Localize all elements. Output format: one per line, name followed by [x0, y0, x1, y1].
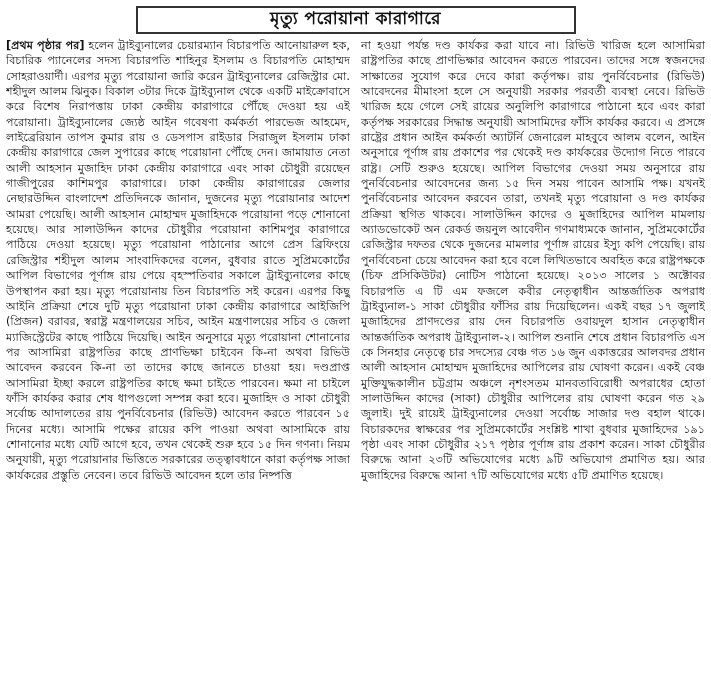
headline: মৃত্যু পরোয়ানা কারাগারে — [270, 9, 441, 29]
right-column-body: না হওয়া পর্যন্ত দণ্ড কার্যকর করা যাবে না। রিভিউ খারিজ হলে আসামিরা রাষ্ট্রপতির কাছে প্রাণভিক্ষার আবেদন করতে পারবেন। তাদের সঙ্গে স্বজনদের সাক্ষাতের সুযোগ করে দেবে কারা কর্তৃপক্ষ। রায় পুনর্বিবেচনার (রিভিউ) আবেদনের মীমাংসা হলে সে অনুযায়ী সরকার পরবর্তী ব্যবস্থা নেবে। রিভিউ খারিজ হয়ে গেলে সেই রায়ের অনুলিপি কারাগারে পাঠানো হবে এবং কারা কর্তৃপক্ষ সরকারের সিদ্ধান্ত অনুযায়ী আসামিদের ফাঁসি কার্যকর করবে। এ প্রসঙ্গে রাষ্ট্রের প্রধান আইন কর্মকর্তা অ্যাটর্নি জেনারেল মাহবুবে আলম বলেন, আইন অনুসারে পূর্ণাঙ্গ রায় প্রকাশের পর থেকেই দণ্ড কার্যকরের উদ্যোগ নিতে পারবে রাষ্ট্র। সেটি শুরুও হয়েছে। আপিল বিভাগের দেওয়া সময় অনুসারে রায় পুনর্বিবেচনার আবেদনের জন্য ১৫ দিন সময় পাবেন আসামি পক্ষ। যখনই পুনর্বিবেচনার আবেদন করবেন তারা, তখনই মৃত্যু পরোয়ানা ও দণ্ড কার্যকর প্রক্রিয়া স্থগিত থাকবে। সালাউদ্দিন কাদের ও মুজাহিদের আপিল মামলায় অ্যাডভোকেট অন রেকর্ড জয়নুল আবেদীন গণমাধ্যমকে জানান, সুপ্রিমকোর্টের রেজিস্ট্রার দফতর থেকে দুজনের মামলার পূর্ণাঙ্গ রায়ের ইস্যু কপি পেয়েছি। রায় পুনর্বিবেচনা চেয়ে আবেদন করা হবে বলে লিখিতভাবে অবহিত করে রাষ্ট্রপক্ষকে (চিফ প্রসিকিউটর) নোটিস পাঠানো হয়েছে। ২০১৩ সালের ১ অক্টোবর বিচারপতি এ টি এম ফজলে কবীর নেতৃত্বাধীন আন্তর্জাতিক অপরাধ ট্রাইব্যুনাল-১ সাকা চৌধুরীর ফাঁসির রায় দিয়েছিলেন। একই বছর ১৭ জুলাই মুজাহিদের প্রাণদণ্ডের রায় দেন বিচারপতি ওবায়দুল হাসান নেতৃত্বাধীন আন্তর্জাতিক অপরাধ ট্রাইব্যুনাল-২। আপিল শুনানি শেষে প্রধান বিচারপতি এস কে সিনহার নেতৃত্বে চার সদস্যের বেঞ্চ গত ১৬ জুন একাত্তরের আলবদর প্রধান আলী আহসান মোহাম্মদ মুজাহিদের আপিলের রায় ঘোষণা করেন। একই বেঞ্চ মুক্তিযুদ্ধকালীন চট্টগ্রাম অঞ্চলে নৃশংসতম মানবতাবিরোধী অপরাধের হোতা সালাউদ্দিন কাদের (সাকা) চৌধুরীর আপিলের রায় ঘোষণা করেন গত ২৯ জুলাই। দুই রায়েই ট্রাইব্যুনালের দেওয়া সর্বোচ্চ সাজার দণ্ড বহাল থাকে। বিচারকদের স্বাক্ষরের পর সুপ্রিমকোর্টের সংশ্লিষ্ট শাখা বুধবার মুজাহিদের ১৯১ পৃষ্ঠা এবং সাকা চৌধুরীর ২১৭ পৃষ্ঠার পূর্ণাঙ্গ রায় প্রকাশ করেন। সাকা চৌধুরীর বিরুদ্ধে আনা ২৩টি অভিযোগের মধ্যে ৯টি অভিযোগ প্রমাণিত হয়। আর মুজাহিদের বিরুদ্ধে আনা ৭টি অভিযোগের মধ্যে ৫টি প্রমাণিত হয়েছে। — [361, 39, 705, 482]
continuation-marker: [প্রথম পৃষ্ঠার পর] — [6, 39, 85, 52]
headline-box — [136, 6, 576, 34]
article-columns — [6, 38, 705, 678]
left-column-text — [6, 38, 350, 483]
left-column — [6, 38, 352, 678]
right-column — [359, 38, 705, 678]
left-column-body: হলেন ট্রাইব্যুনালের চেয়ারম্যান বিচারপতি আনোয়ারুল হক, বিচারিক প্যানেলের সদস্য বিচারপতি শাহিনুর ইসলাম ও বিচারপতি মোহাম্মদ সোহরাওয়ার্দী। এরপর মৃত্যু পরোয়ানা জারি করেন ট্রাইব্যুনালের রেজিস্ট্রার মো. শহীদুল আলম ঝিনুক। বিকাল ৩টার দিকে ট্রাইব্যুনাল থেকে একটি মাইক্রোবাসে করে বিশেষ নিরাপত্তায় ঢাকা কেন্দ্রীয় কারাগারে পৌঁছে দেওয়া হয় এই পরোয়ানা। ট্রাইব্যুনালের জ্যেষ্ঠ আইন গবেষণা কর্মকর্তা পারভেজ আহমেদ, লাইব্রেরিয়ান তাপস কুমার রায় ও ডেসপাস রাইডার সিরাজুল ইসলাম ঢাকা কেন্দ্রীয় কারাগারে জেল সুপারের কাছে পরোয়ানা পৌঁছে দেন। জামায়াত নেতা আলী আহসান মুজাহিদ ঢাকা কেন্দ্রীয় কারাগারে এবং সাকা চৌধুরী রয়েছেন গাজীপুরের কাশিমপুর কারাগারে। ঢাকা কেন্দ্রীয় কারাগারের জেলার নেছারউদ্দিন বাংলাদেশ প্রতিদিনকে জানান, দুজনের মৃত্যু পরোয়ানার আদেশ আমরা পেয়েছি। আলী আহসান মোহাম্মদ মুজাহিদকে পরোয়ানা পড়ে শোনানো হয়েছে। আর সালাউদ্দিন কাদের চৌধুরীর পরোয়ানা কাশিমপুর কারাগারে পাঠিয়ে দেওয়া হয়েছে। মৃত্যু পরোয়ানা পাঠানোর আগে প্রেস ব্রিফিংয়ে রেজিস্ট্রার শহীদুল আলম সাংবাদিকদের বলেন, বুধবার রাতে সুপ্রিমকোর্টের আপিল বিভাগের পূর্ণাঙ্গ রায় পেয়ে বৃহস্পতিবার সকালে ট্রাইব্যুনালের কাছে উপস্থাপন করা হয়। মৃত্যু পরোয়ানায় তিন বিচারপতি সই করেন। এরপর কিছু আইনি প্রক্রিয়া শেষে দুটি মৃত্যু পরোয়ানা ঢাকা কেন্দ্রীয় কারাগারে আইজিপি (প্রিজন) বরাবর, স্বরাষ্ট্র মন্ত্রণালয়ের সচিব, আইন মন্ত্রণালয়ের সচিব ও জেলা ম্যাজিস্ট্রেটের কাছে পাঠিয়ে দিয়েছি। আইন অনুসারে মৃত্যু পরোয়ানা শোনানোর পর আসামিরা রাষ্ট্রপতির কাছে প্রাণভিক্ষা চাইবেন কি-না অথবা রিভিউ আবেদন করবেন কি-না তা তাদের কাছে জানতে চাওয়া হয়। দণ্ডপ্রাপ্ত আসামিরা ইচ্ছা করলে রাষ্ট্রপতির কাছে ক্ষমা চাইতে পারবেন। ক্ষমা না চাইলে ফাঁসি কার্যকর করার শেষ ধাপগুলো সম্পন্ন করা হবে। মুজাহিদ ও সাকা চৌধুরী সর্বোচ্চ আদালতের রায় পুনর্বিবেচনার (রিভিউ) আবেদন করতে পারবেন ১৫ দিনের মধ্যে। আসামি পক্ষের রায়ের কপি পাওয়া অথবা আসামিকে রায় শোনানোর মধ্যে যেটি আগে হবে, তখন থেকেই শুরু হবে ১৫ দিন গণনা। নিয়ম অনুযায়ী, মৃত্যু পরোয়ানার ভিত্তিতে সরকারের তত্ত্বাবধানে কারা কর্তৃপক্ষ সাজা কার্যকরের প্রস্তুতি নেবেন। তবে রিভিউ আবেদন হলে তার নিষ্পত্তি — [6, 39, 350, 482]
